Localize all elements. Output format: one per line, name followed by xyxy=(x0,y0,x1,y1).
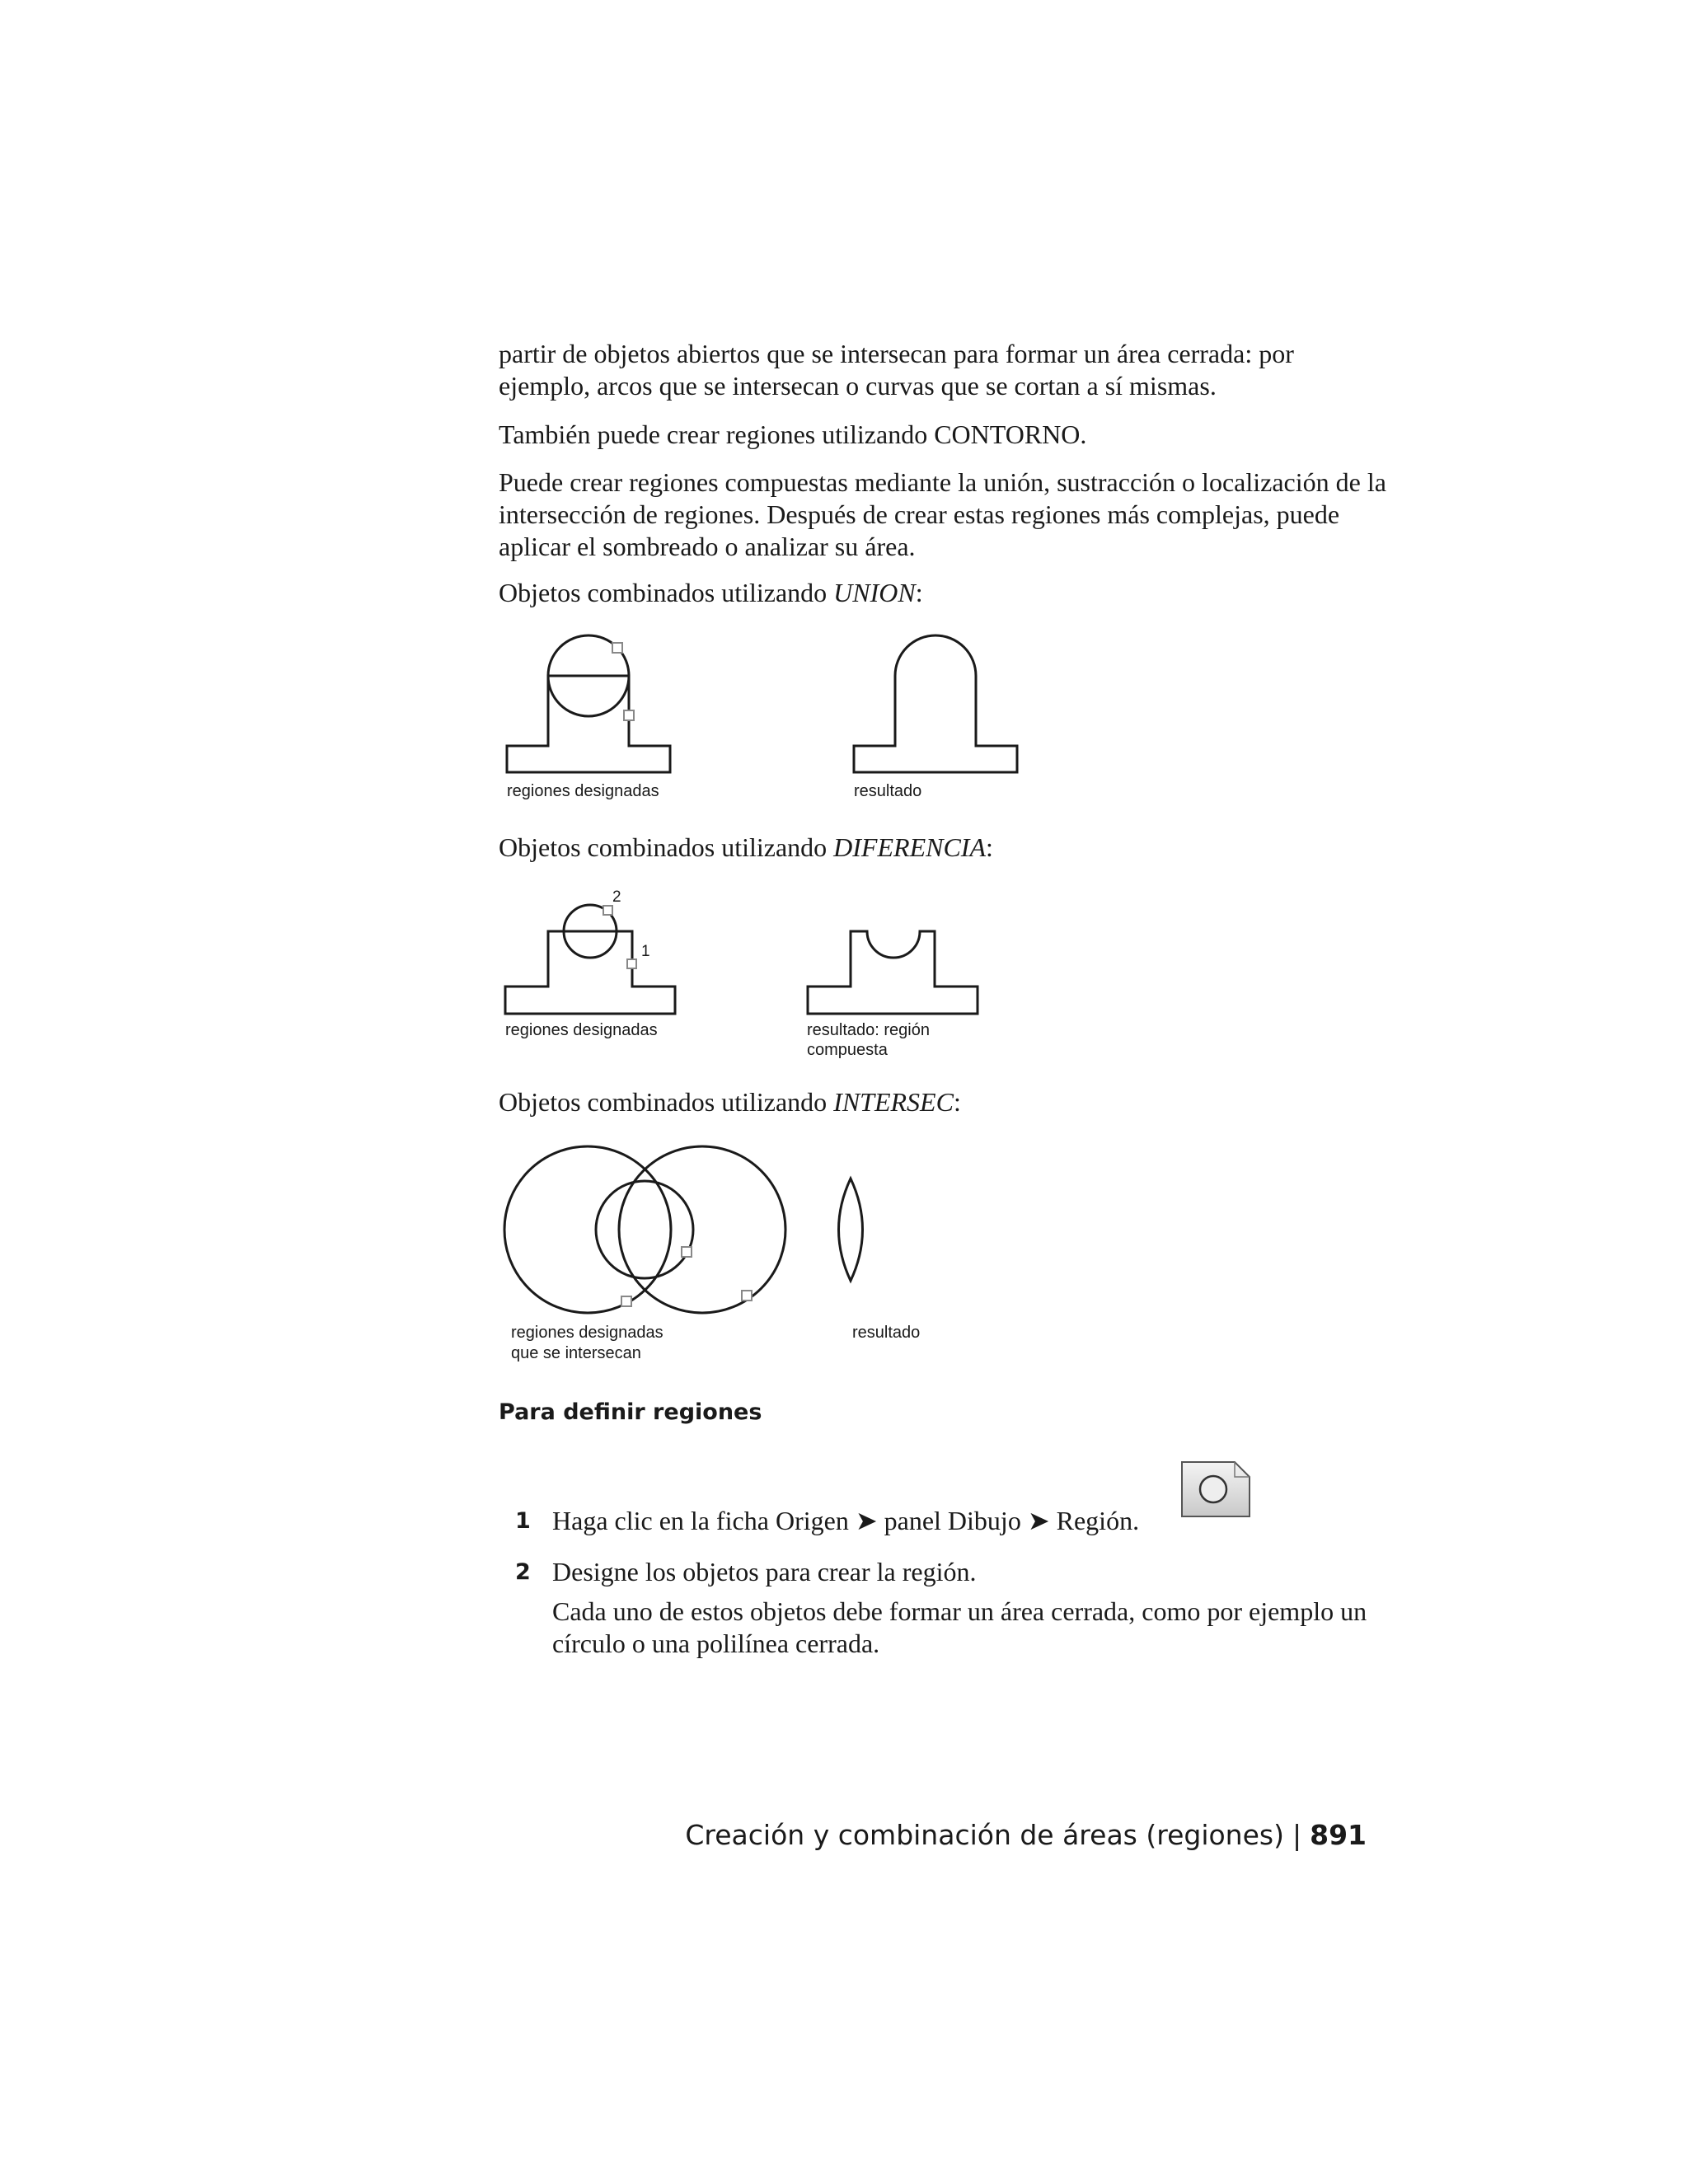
step-1-number: 1 xyxy=(515,1508,531,1534)
footer-separator: | xyxy=(1292,1819,1302,1851)
union-intro xyxy=(499,577,1389,609)
union-intro-text: Objetos combinados utilizando xyxy=(499,578,834,607)
intersec-keyword: INTERSEC xyxy=(833,1087,954,1117)
union-caption-selected: regiones designadas xyxy=(507,782,659,800)
union-result-shape xyxy=(854,635,1017,772)
intersec-circle-small xyxy=(596,1181,693,1278)
intersec-figure xyxy=(503,1141,931,1323)
intersec-suffix: : xyxy=(953,1087,961,1117)
diferencia-grip-1 xyxy=(627,959,636,968)
diferencia-result-shape xyxy=(808,931,978,1014)
intersec-intro-text: Objetos combinados utilizando xyxy=(499,1087,834,1117)
intersec-result-lens xyxy=(839,1179,863,1281)
union-suffix: : xyxy=(915,578,923,607)
union-base-shape xyxy=(507,676,670,772)
union-keyword: UNION xyxy=(833,578,916,607)
intersec-intro xyxy=(499,1086,1389,1118)
diferencia-intro-text: Objetos combinados utilizando xyxy=(499,832,834,862)
paragraph-compound-regions: Puede crear regiones compuestas mediante la unión, sustracción o localización de la intersección de regiones. Después de crear estas regiones más complejas, puede aplicar el sombreado o analizar su área. xyxy=(499,467,1386,561)
step-2-number: 2 xyxy=(515,1559,531,1585)
intersec-caption-selected-2: que se intersecan xyxy=(511,1344,641,1362)
step-2-text: Designe los objetos para crear la región. xyxy=(552,1557,977,1586)
intersec-circle-right xyxy=(619,1146,785,1313)
diferencia-intro xyxy=(499,832,1389,864)
step-1-text: Haga clic en la ficha Origen ➤ panel Dibujo ➤ Región. xyxy=(552,1506,1140,1535)
footer-section-title: Creación y combinación de áreas (regiones) xyxy=(685,1819,1284,1851)
diferencia-keyword: DIFERENCIA xyxy=(833,832,986,862)
diferencia-pick-label-2: 2 xyxy=(612,888,621,906)
union-grip-1 xyxy=(612,643,622,653)
paragraph-open-objects: partir de objetos abiertos que se intersecan para formar un área cerrada: por ejemplo, arcos que se intersecan o curvas que se cortan a sí mismas. xyxy=(499,339,1294,401)
diferencia-suffix: : xyxy=(986,832,993,862)
intersec-caption-result: resultado xyxy=(852,1324,921,1342)
procedure-heading: Para definir regiones xyxy=(499,1399,762,1425)
diferencia-caption-selected: regiones designadas xyxy=(505,1021,658,1039)
step-2-note: Cada uno de estos objetos debe formar un área cerrada, como por ejemplo un círculo o una polilínea cerrada. xyxy=(552,1596,1367,1658)
diferencia-caption-result-2: compuesta xyxy=(807,1041,888,1059)
diferencia-grip-2 xyxy=(603,906,612,915)
region-tool-icon[interactable] xyxy=(1180,1460,1251,1518)
union-figure xyxy=(503,630,1030,779)
page-footer xyxy=(685,1819,1367,1851)
diferencia-figure xyxy=(503,886,997,1018)
union-caption-result: resultado xyxy=(854,782,922,800)
intersec-grip-3 xyxy=(742,1291,752,1301)
diferencia-pick-label-1: 1 xyxy=(641,943,650,960)
intersec-circle-left xyxy=(504,1146,671,1313)
diferencia-caption-result-1: resultado: región xyxy=(807,1021,930,1039)
intersec-grip-1 xyxy=(682,1247,692,1257)
paragraph-contorno: También puede crear regiones utilizando CONTORNO. xyxy=(499,419,1087,449)
union-grip-2 xyxy=(624,710,634,720)
intersec-caption-selected-1: regiones designadas xyxy=(511,1324,663,1342)
page-number: 891 xyxy=(1310,1819,1367,1851)
intersec-grip-2 xyxy=(621,1296,631,1306)
